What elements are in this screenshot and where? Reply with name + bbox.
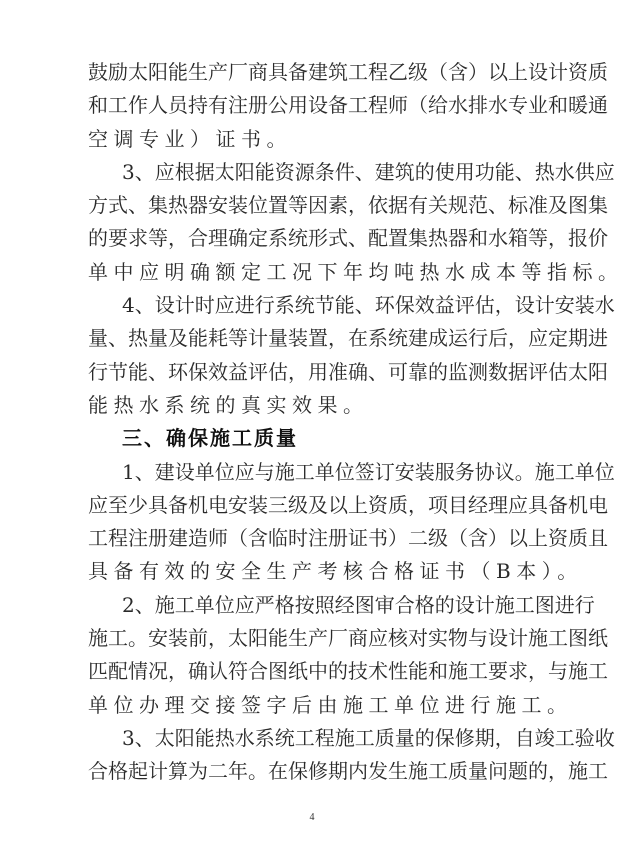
text-line: 工程注册建造师（含临时注册证书）二级（含）以上资质且 xyxy=(88,526,608,551)
text-line: 3、应根据太阳能资源条件、建筑的使用功能、热水供应 xyxy=(122,159,615,184)
text-line: 应至少具备机电安装三级及以上资质，项目经理应具备机电 xyxy=(88,492,608,517)
page-number: 4 xyxy=(309,812,315,823)
text-line: 的要求等，合理确定系统形式、配置集热器和水箱等，报价 xyxy=(88,226,608,251)
text-line: 行节能、环保效益评估，用准确、可靠的监测数据评估太阳 xyxy=(88,359,608,384)
text-line: 和工作人员持有注册公用设备工程师（给水排水专业和暖通 xyxy=(88,93,608,118)
text-line: 具备有效的安全生产考核合格证书（B本）。 xyxy=(88,559,583,584)
text-line: 匹配情况，确认符合图纸中的技术性能和施工要求，与施工 xyxy=(88,659,608,684)
text-line: 量、热量及能耗等计量装置，在系统建成运行后，应定期进 xyxy=(88,326,608,351)
text-line: 4、设计时应进行系统节能、环保效益评估，设计安装水 xyxy=(122,293,615,318)
text-line: 单中应明确额定工况下年均吨热水成本等指标。 xyxy=(88,259,624,284)
text-line: 鼓励太阳能生产厂商具备建筑工程乙级（含）以上设计资质 xyxy=(88,60,608,84)
document-body xyxy=(88,56,624,789)
section-heading: 三、确保施工质量 xyxy=(122,426,298,451)
text-line: 能热水系统的真实效果。 xyxy=(88,392,369,417)
text-line: 方式、集热器安装位置等因素，依据有关规范、标准及图集 xyxy=(88,193,608,218)
text-line: 2、施工单位应严格按照经图审合格的设计施工图进行 xyxy=(122,592,595,617)
text-line: 施工。安装前，太阳能生产厂商应核对实物与设计施工图纸 xyxy=(88,626,608,651)
text-line: 合格起计算为二年。在保修期内发生施工质量问题的，施工 xyxy=(88,759,608,784)
text-line: 单位办理交接签字后由施工单位进行施工。 xyxy=(88,692,573,717)
text-line: 1、建设单位应与施工单位签订安装服务协议。施工单位 xyxy=(122,459,615,484)
text-line: 空调专业）证书。 xyxy=(88,126,292,151)
text-line: 3、太阳能热水系统工程施工质量的保修期，自竣工验收 xyxy=(122,725,615,750)
